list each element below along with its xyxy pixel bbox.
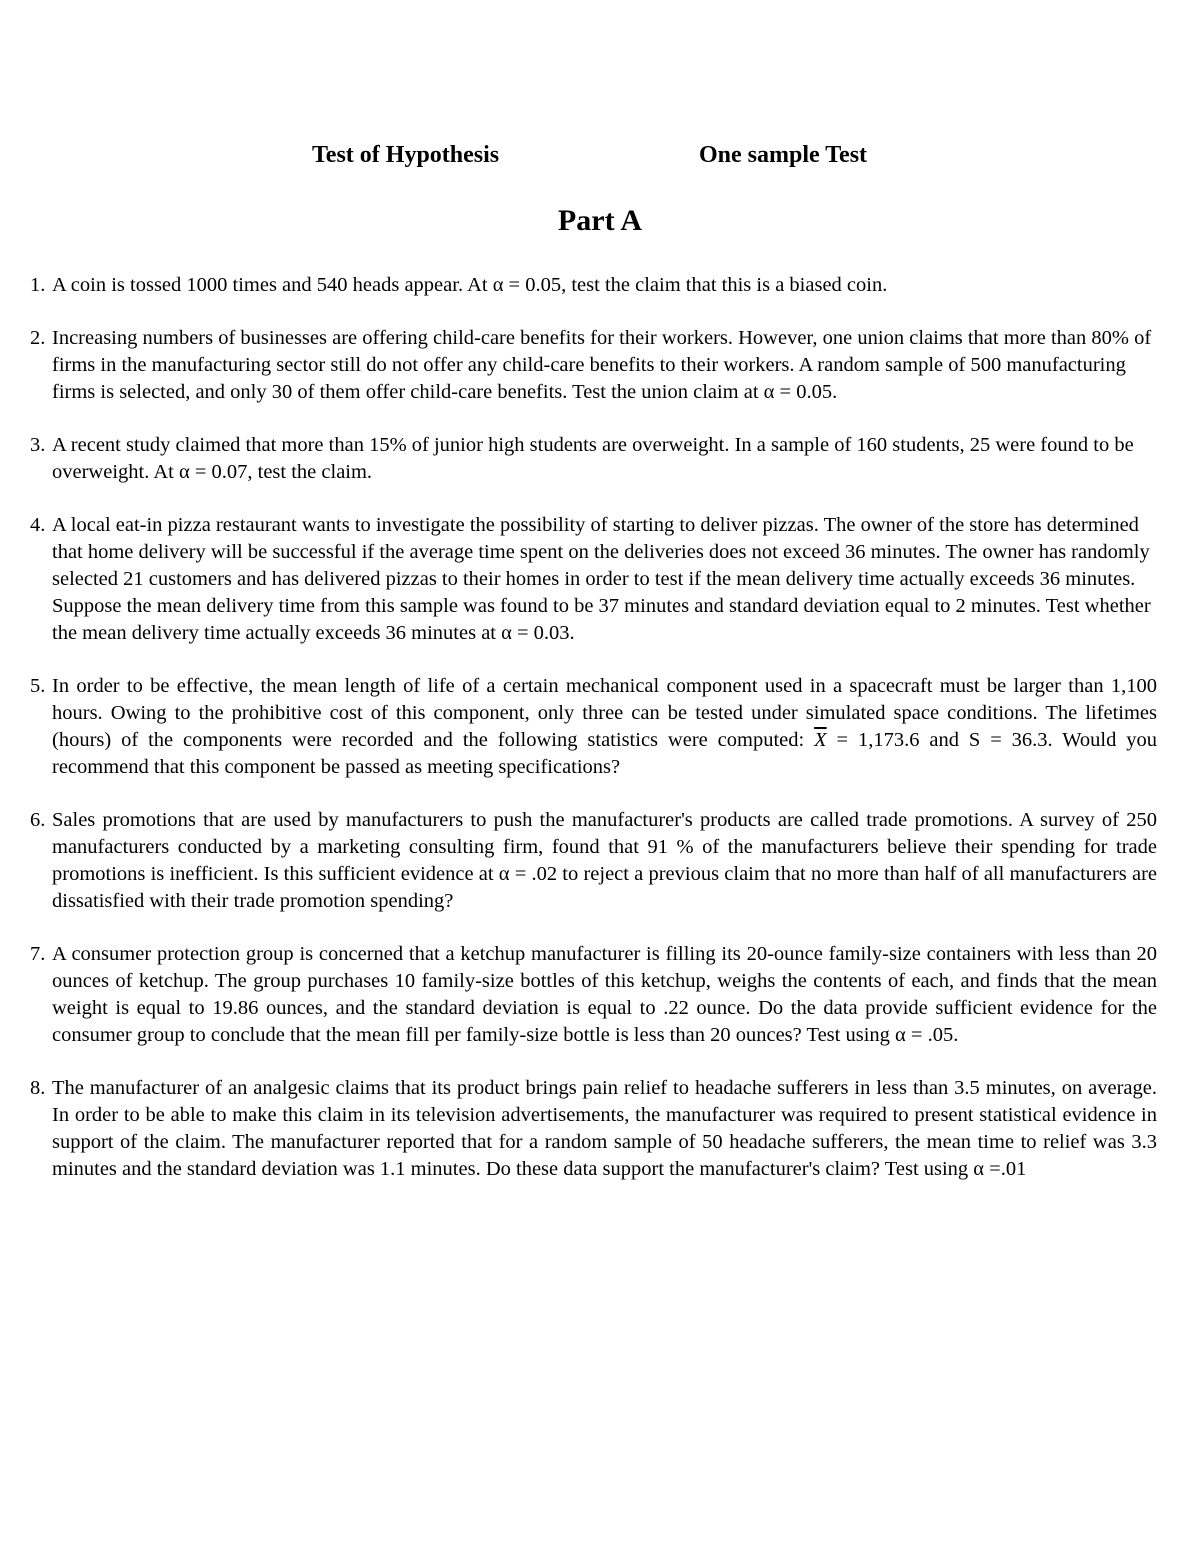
- question-number: 6.: [30, 809, 46, 831]
- question-item: [30, 673, 1157, 781]
- question-text-before: In order to be effective, the mean length of life of a certain mechanical component used in a spacecraft must be larger than 1,100 hours. Owing to the prohibitive cost of this component, only three can be tested under simulated space conditions. The lifetimes (hours) of the components were recorded and the following statistics were computed:: [52, 675, 1157, 751]
- question-text: Sales promotions that are used by manufacturers to push the manufacturer's products are called trade promotions. A survey of 250 manufacturers conducted by a marketing consulting firm, found that 91 % of the manufacturers believe their spending for trade promotions is inefficient. Is this sufficient evidence at α = .02 to reject a previous claim that no more than half of all manufacturers are dissatisfied with their trade promotion spending?: [52, 809, 1157, 912]
- question-item: [30, 272, 1157, 299]
- question-list: [30, 272, 1157, 1209]
- question-text: A coin is tossed 1000 times and 540 heads appear. At α = 0.05, test the claim that this is a biased coin.: [52, 274, 888, 296]
- question-text: A consumer protection group is concerned that a ketchup manufacturer is filling its 20-ounce family-size containers with less than 20 ounces of ketchup. The group purchases 10 family-size bottles of this ketchup, weighs the contents of each, and finds that the mean weight is equal to 19.86 ounces, and the standard deviation is equal to .22 ounce. Do the data provide sufficient evidence for the consumer group to conclude that the mean fill per family-size bottle is less than 20 ounces? Test using α = .05.: [52, 943, 1157, 1046]
- question-item: [30, 512, 1157, 647]
- header-row: [0, 142, 1200, 176]
- question-item: [30, 941, 1157, 1049]
- question-item: [30, 1075, 1157, 1183]
- question-text: A local eat-in pizza restaurant wants to investigate the possibility of starting to deliver pizzas. The owner of the store has determined that home delivery will be successful if the average time spent on the deliveries does not exceed 36 minutes. The owner has randomly selected 21 customers and has delivered pizzas to their homes in order to test if the mean delivery time actually exceeds 36 minutes. Suppose the mean delivery time from this sample was found to be 37 minutes and standard deviation equal to 2 minutes. Test whether the mean delivery time actually exceeds 36 minutes at α = 0.03.: [52, 514, 1151, 644]
- question-text: [52, 673, 1157, 781]
- question-number: 4.: [30, 514, 46, 536]
- question-item: [30, 432, 1157, 486]
- question-text: A recent study claimed that more than 15% of junior high students are overweight. In a sample of 160 students, 25 were found to be overweight. At α = 0.07, test the claim.: [52, 434, 1134, 483]
- sample-mean-symbol: $\overline{X}$: [814, 729, 827, 751]
- question-item: [30, 807, 1157, 915]
- question-text: The manufacturer of an analgesic claims that its product brings pain relief to headache sufferers in less than 3.5 minutes, on average. In order to be able to make this claim in its television advertisements, the manufacturer was required to present statistical evidence in support of the claim. The manufacturer reported that for a random sample of 50 headache sufferers, the mean time to relief was 3.3 minutes and the standard deviation was 1.1 minutes. Do these data support the manufacturer's claim? Test using α =.01: [52, 1077, 1157, 1180]
- document-title: Test of Hypothesis: [312, 142, 500, 168]
- question-number: 5.: [30, 675, 46, 697]
- question-number: 7.: [30, 943, 46, 965]
- question-text-after: = 1,173.6 and S = 36.3. Would you recommend that this component be passed as meeting specifications?: [52, 729, 1157, 778]
- question-item: [30, 325, 1157, 406]
- document-subtitle: One sample Test: [699, 142, 868, 168]
- part-heading: Part A: [557, 204, 643, 237]
- question-number: 3.: [30, 434, 46, 456]
- question-number: 2.: [30, 327, 46, 349]
- question-number: 8.: [30, 1077, 46, 1099]
- question-text: Increasing numbers of businesses are offering child-care benefits for their workers. However, one union claims that more than 80% of firms in the manufacturing sector still do not offer any child-care benefits to their workers. A random sample of 500 manufacturing firms is selected, and only 30 of them offer child-care benefits. Test the union claim at α = 0.05.: [52, 327, 1152, 403]
- question-number: 1.: [30, 274, 46, 296]
